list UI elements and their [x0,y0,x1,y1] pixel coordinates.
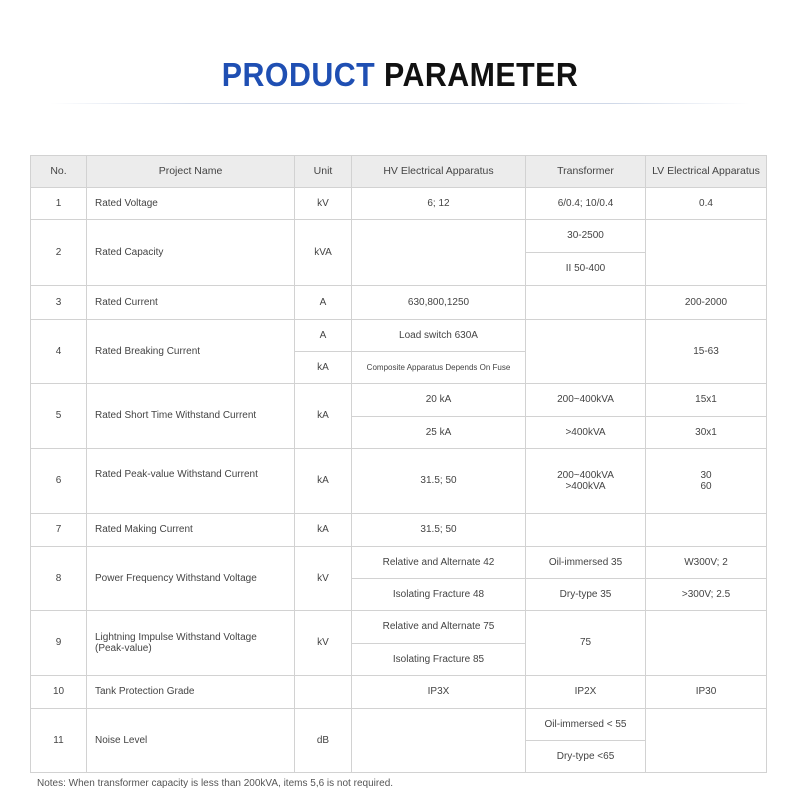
cell-project-name: Rated Short Time Withstand Current [87,384,295,449]
table-row [31,547,767,579]
cell-unit: kV [295,611,352,676]
cell-transformer [526,286,646,320]
header-transformer: Transformer [526,156,646,188]
cell-hv: Relative and Alternate 42 [352,547,526,579]
cell-transformer: >400kVA [526,417,646,449]
cell-project-name: Rated Making Current [87,514,295,547]
cell-transformer: 6/0.4; 10/0.4 [526,188,646,220]
cell-project-name: Noise Level [87,709,295,773]
header-project-name: Project Name [87,156,295,188]
cell-hv: 20 kA [352,384,526,417]
cell-line: 60 [700,481,712,492]
table-header-row [31,156,767,188]
cell-transformer: II 50-400 [526,253,646,286]
parameter-table [30,155,767,773]
cell-hv: Isolating Fracture 48 [352,579,526,611]
cell-lv: IP30 [646,676,767,709]
cell-unit: kVA [295,220,352,286]
cell-hv: 31.5; 50 [352,514,526,547]
cell-no: 1 [31,188,87,220]
cell-project-name: Rated Current [87,286,295,320]
cell-unit: kV [295,547,352,611]
cell-hv: Isolating Fracture 85 [352,644,526,676]
cell-no: 10 [31,676,87,709]
cell-unit: kV [295,188,352,220]
cell-unit [295,676,352,709]
heading-highlight: PRODUCT [221,56,376,93]
table-row [31,188,767,220]
footnote: Notes: When transformer capacity is less than 200kVA, items 5,6 is not required. [37,778,394,789]
cell-project-name: Rated Breaking Current [87,320,295,384]
cell-project-name: Rated Capacity [87,220,295,286]
table-row [31,611,767,644]
cell-unit: dB [295,709,352,773]
cell-lv [646,514,767,547]
cell-no: 11 [31,709,87,773]
cell-unit: kA [295,514,352,547]
cell-unit: kA [295,449,352,514]
cell-hv: 31.5; 50 [352,449,526,514]
cell-no: 6 [31,449,87,514]
cell-transformer: Oil-immersed 35 [526,547,646,579]
cell-transformer: 200~400kVA [526,384,646,417]
cell-hv: Load switch 630A [352,320,526,352]
cell-no: 7 [31,514,87,547]
cell-no: 2 [31,220,87,286]
cell-project-name [87,611,295,676]
cell-no: 9 [31,611,87,676]
cell-lv: 0.4 [646,188,767,220]
cell-unit: kA [295,384,352,449]
cell-hv: 6; 12 [352,188,526,220]
cell-lv: 15x1 [646,384,767,417]
cell-hv: Relative and Alternate 75 [352,611,526,644]
cell-unit: A [295,286,352,320]
cell-lv: >300V; 2.5 [646,579,767,611]
cell-transformer [526,514,646,547]
cell-hv [352,220,526,286]
cell-lv: 30x1 [646,417,767,449]
header-unit: Unit [295,156,352,188]
cell-no: 4 [31,320,87,384]
table-row [31,286,767,320]
cell-no: 3 [31,286,87,320]
cell-line: Lightning Impulse Withstand Voltage [95,631,257,643]
cell-no: 5 [31,384,87,449]
cell-transformer: 75 [526,611,646,676]
cell-transformer: 30-2500 [526,220,646,253]
cell-project-name: Tank Protection Grade [87,676,295,709]
cell-line: >400kVA [565,481,606,492]
header-hv: HV Electrical Apparatus [352,156,526,188]
cell-project-name: Power Frequency Withstand Voltage [87,547,295,611]
cell-hv: IP3X [352,676,526,709]
cell-lv [646,220,767,286]
page-heading [32,56,768,94]
cell-transformer: Oil-immersed < 55 [526,709,646,741]
cell-lv: 15-63 [646,320,767,384]
header-lv: LV Electrical Apparatus [646,156,767,188]
cell-lv: W300V; 2 [646,547,767,579]
cell-transformer [526,320,646,384]
cell-lv [646,611,767,676]
cell-lv [646,709,767,773]
cell-lv: 200-2000 [646,286,767,320]
cell-hv: 25 kA [352,417,526,449]
heading-main: PARAMETER [384,56,579,93]
cell-unit: kA [295,352,352,384]
cell-lv [646,449,767,514]
cell-project-name: Rated Voltage [87,188,295,220]
table-row [31,449,767,514]
heading-divider [50,103,750,104]
table-row [31,709,767,741]
cell-line: 30 [700,469,712,481]
cell-hv: Composite Apparatus Depends On Fuse [352,352,526,384]
table-row [31,220,767,253]
table-row [31,384,767,417]
cell-hv [352,709,526,773]
cell-transformer [526,449,646,514]
cell-unit: A [295,320,352,352]
cell-line: (Peak-value) [95,643,152,654]
cell-line: 200~400kVA [557,469,614,481]
cell-transformer: Dry-type <65 [526,741,646,773]
cell-hv: 630,800,1250 [352,286,526,320]
table-row [31,676,767,709]
table-row [31,320,767,352]
cell-transformer: Dry-type 35 [526,579,646,611]
table-row [31,514,767,547]
cell-no: 8 [31,547,87,611]
cell-project-name: Rated Peak-value Withstand Current [87,449,295,514]
header-no: No. [31,156,87,188]
cell-transformer: IP2X [526,676,646,709]
